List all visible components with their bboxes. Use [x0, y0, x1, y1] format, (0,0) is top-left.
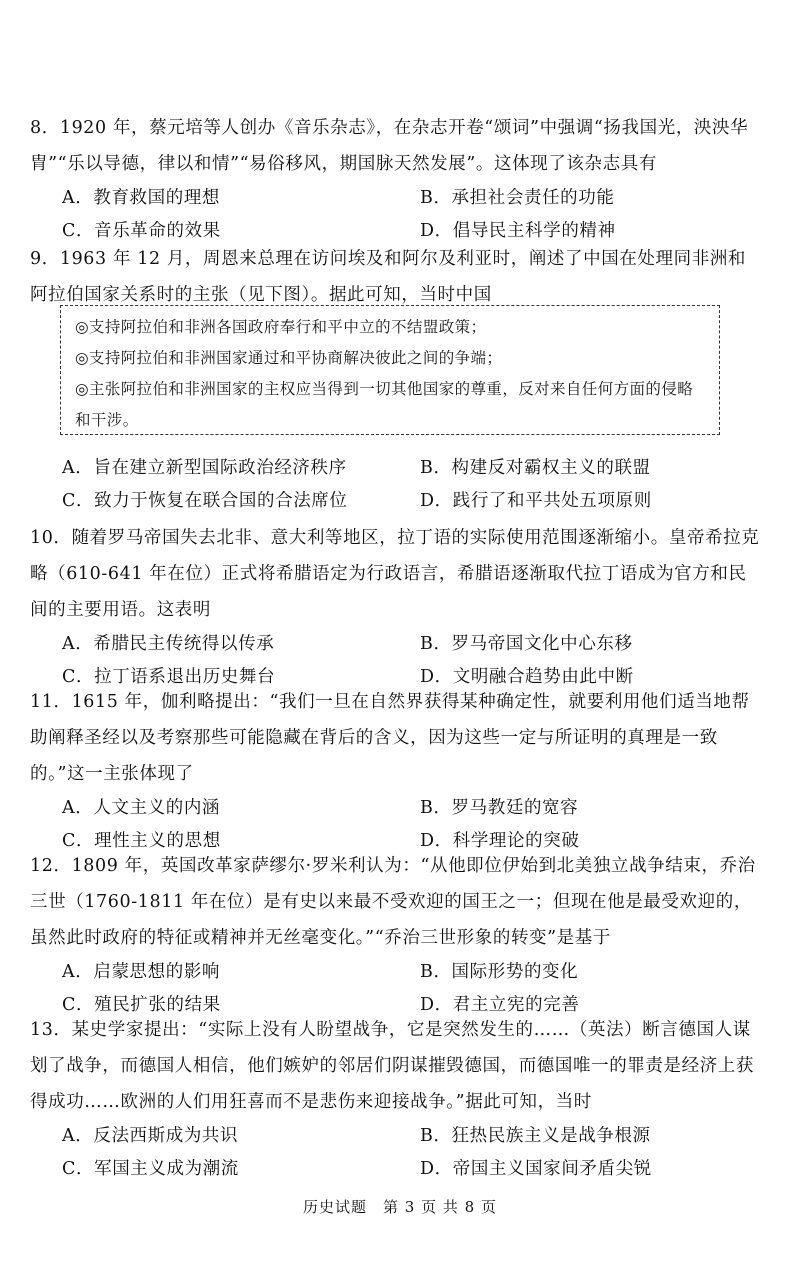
- question-12: [0, 848, 800, 1022]
- page-footer: 历史试题 第 3 页 共 8 页: [303, 1198, 497, 1216]
- option-a[interactable]: A．反法西斯成为共识: [62, 1126, 239, 1146]
- option-d[interactable]: D．帝国主义国家间矛盾尖锐: [420, 1159, 652, 1179]
- policy-item: ◎主张阿拉伯和非洲国家的主权应当得到一切其他国家的尊重，反对来自任何方面的侵略和干涉。: [75, 380, 694, 429]
- question-9-options: [0, 452, 800, 518]
- question-9: [0, 241, 800, 313]
- question-number: 11．: [30, 692, 72, 712]
- option-a[interactable]: A．教育救国的理想: [62, 188, 221, 208]
- option-b[interactable]: B．罗马帝国文化中心东移: [420, 634, 633, 654]
- question-9-options-wrap: [0, 452, 800, 518]
- question-12-stem: [0, 848, 800, 956]
- policy-item: ◎支持阿拉伯和非洲国家通过和平协商解决彼此之间的争端；: [75, 349, 503, 367]
- question-13-stem: [0, 1012, 800, 1120]
- option-a[interactable]: A．旨在建立新型国际政治经济秩序: [62, 458, 347, 478]
- option-b[interactable]: B．构建反对霸权主义的联盟: [420, 458, 651, 478]
- option-d[interactable]: D．倡导民主科学的精神: [420, 221, 616, 241]
- question-number: 13．: [30, 1020, 72, 1040]
- option-b[interactable]: B．国际形势的变化: [420, 962, 579, 982]
- option-c[interactable]: C．殖民扩张的结果: [62, 995, 221, 1015]
- option-d[interactable]: D．践行了和平共处五项原则: [420, 491, 652, 511]
- option-c[interactable]: C．拉丁语系退出历史舞台: [62, 667, 276, 687]
- option-c[interactable]: C．军国主义成为潮流: [62, 1159, 239, 1179]
- question-13-options: [0, 1120, 800, 1186]
- question-text: 某史学家提出：“实际上没有人盼望战争，它是突然发生的……（英法）断言德国人谋划了战争，而德国人相信，他们嫉妒的邻居们阴谋摧毁德国，而德国唯一的罪责是经济上获得成功……欧洲的人们用狂喜而不是悲伤来迎接战争。”据此可知，当时: [30, 1020, 754, 1112]
- question-number: 9．: [30, 249, 60, 269]
- policy-quote-box: [60, 305, 720, 435]
- question-number: 10．: [30, 528, 72, 548]
- option-b[interactable]: B．承担社会责任的功能: [420, 188, 615, 208]
- question-8-stem: [0, 110, 800, 182]
- question-13: [0, 1012, 800, 1186]
- question-11: [0, 684, 800, 858]
- question-text: 1920 年，蔡元培等人创办《音乐杂志》，在杂志开卷“颂词”中强调“扬我国光，泱泱华胄”“乐以导德，律以和情”“易俗移风，期国脉天然发展”。这体现了该杂志具有: [30, 118, 749, 174]
- question-text: 1615 年，伽利略提出：“我们一旦在自然界获得某种确定性，就要利用他们适当地帮助阐释圣经以及考察那些可能隐藏在背后的含义，因为这些一定与所证明的真理是一致的。”这一主张体现了: [30, 692, 750, 784]
- option-a[interactable]: A．启蒙思想的影响: [62, 962, 221, 982]
- question-number: 12．: [30, 856, 72, 876]
- question-text: 1963 年 12 月，周恩来总理在访问埃及和阿尔及利亚时，阐述了中国在处理同非洲和阿拉伯国家关系时的主张（见下图）。据此可知，当时中国: [30, 249, 747, 305]
- question-text: 1809 年，英国改革家萨缪尔·罗米利认为：“从他即位伊始到北美独立战争结束，乔治三世（1760-1811 年在位）是有史以来最不受欢迎的国王之一；但现在他是最受欢迎的，虽然此时政府的特征或精神并无丝毫变化。”“乔治三世形象的转变”是基于: [30, 856, 756, 948]
- question-number: 8．: [30, 118, 60, 138]
- option-d[interactable]: D．科学理论的突破: [420, 831, 580, 851]
- option-d[interactable]: D．君主立宪的完善: [420, 995, 580, 1015]
- question-text: 随着罗马帝国失去北非、意大利等地区，拉丁语的实际使用范围逐渐缩小。皇帝希拉克略（610-641 年在位）正式将希腊语定为行政语言，希腊语逐渐取代拉丁语成为官方和民间的主要用语。这表明: [30, 528, 760, 620]
- option-b[interactable]: B．狂热民族主义是战争根源: [420, 1126, 651, 1146]
- option-d[interactable]: D．文明融合趋势由此中断: [420, 667, 634, 687]
- policy-item: ◎支持阿拉伯和非洲各国政府奉行和平中立的不结盟政策；: [75, 318, 487, 336]
- question-10: [0, 520, 800, 694]
- option-c[interactable]: C．致力于恢复在联合国的合法席位: [62, 491, 348, 511]
- option-a[interactable]: A．希腊民主传统得以传承: [62, 634, 275, 654]
- option-c[interactable]: C．音乐革命的效果: [62, 221, 221, 241]
- question-10-stem: [0, 520, 800, 628]
- question-9-stem: [0, 241, 800, 313]
- option-c[interactable]: C．理性主义的思想: [62, 831, 221, 851]
- option-a[interactable]: A．人文主义的内涵: [62, 798, 221, 818]
- question-8: [0, 110, 800, 248]
- option-b[interactable]: B．罗马教廷的宽容: [420, 798, 579, 818]
- question-8-options: [0, 182, 800, 248]
- question-11-stem: [0, 684, 800, 792]
